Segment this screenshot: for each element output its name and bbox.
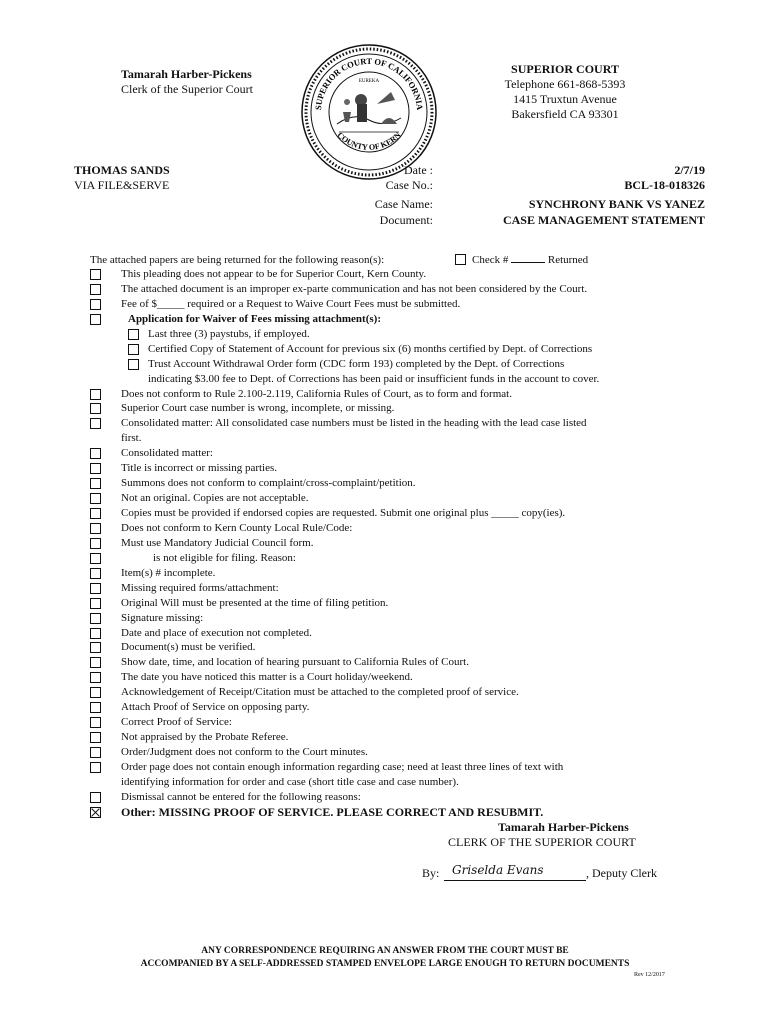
reason-checkbox[interactable] [90, 448, 101, 459]
reason-checkbox[interactable] [90, 792, 101, 803]
reason-checkbox[interactable] [90, 642, 101, 653]
reason-text: Document(s) must be verified. [121, 641, 256, 653]
court-address-line1: 1415 Truxtun Avenue [513, 92, 617, 106]
reason-text: is not eligible for filing. Reason: [153, 552, 296, 564]
sub-reason-text-cont: indicating $3.00 fee to Dept. of Corrections has been paid or insufficient funds in the account to cover. [148, 373, 600, 385]
seal-center-text: EUREKA [358, 79, 380, 84]
reason-checkbox[interactable] [90, 598, 101, 609]
reason-checkbox[interactable] [90, 284, 101, 295]
sub-reason-text: Last three (3) paystubs, if employed. [148, 328, 310, 340]
reason-checkbox[interactable] [90, 314, 101, 325]
reason-text: Missing required forms/attachment: [121, 582, 279, 594]
reason-text: Date and place of execution not completed. [121, 627, 312, 639]
recipient-delivery: VIA FILE&SERVE [74, 178, 170, 192]
reason-text: Original Will must be presented at the time of filing petition. [121, 597, 389, 609]
document-value: CASE MANAGEMENT STATEMENT [502, 213, 705, 227]
reason-checkbox[interactable] [90, 299, 101, 310]
reason-checkbox[interactable] [90, 389, 101, 400]
reason-checkbox[interactable] [90, 628, 101, 639]
reason-checkbox[interactable] [90, 747, 101, 758]
reason-checkbox[interactable] [90, 493, 101, 504]
reason-text: The date you have noticed this matter is a Court holiday/weekend. [121, 671, 413, 683]
sub-reason-checkbox[interactable] [128, 359, 139, 370]
reason-checkbox[interactable] [90, 687, 101, 698]
reason-checkbox[interactable] [90, 702, 101, 713]
reason-checkbox[interactable] [90, 568, 101, 579]
case-name-label: Case Name: [374, 197, 433, 211]
reason-checkbox[interactable] [90, 508, 101, 519]
clerk-name: Tamarah Harber-Pickens [121, 67, 252, 81]
footer-line1: ANY CORRESPONDENCE REQUIRING AN ANSWER FROM THE COURT MUST BE [201, 946, 569, 956]
court-address-line2: Bakersfield CA 93301 [511, 107, 619, 121]
reason-checkbox[interactable] [90, 613, 101, 624]
footer-line2: ACCOMPANIED BY A SELF-ADDRESSED STAMPED ENVELOPE LARGE ENOUGH TO RETURN DOCUMENTS [140, 959, 630, 969]
reason-text: Not appraised by the Probate Referee. [121, 731, 289, 743]
court-telephone: Telephone 661-868-5393 [504, 77, 626, 91]
other-reason-text: Other: MISSING PROOF OF SERVICE. PLEASE CORRECT AND RESUBMIT. [121, 805, 544, 819]
reason-text: Show date, time, and location of hearing pursuant to California Rules of Court. [121, 656, 469, 668]
svg-text:COUNTY OF KERN [335, 130, 402, 152]
reason-text: The attached document is an improper ex-parte communication and has not been considered by the Court. [121, 283, 588, 295]
reason-checkbox[interactable] [90, 583, 101, 594]
seal-bottom-text: COUNTY OF KERN [335, 130, 403, 152]
reason-text: Does not conform to Kern County Local Rule/Code: [121, 522, 353, 534]
reason-text: Superior Court case number is wrong, incomplete, or missing. [121, 402, 395, 414]
reason-text: Title is incorrect or missing parties. [121, 462, 278, 474]
reason-checkbox[interactable] [90, 538, 101, 549]
revision-date: Rev 12/2017 [634, 972, 665, 978]
document-label: Document: [379, 213, 433, 227]
court-name: SUPERIOR COURT [511, 62, 619, 76]
by-label: By: [422, 866, 440, 880]
deputy-signature: Griselda Evans [452, 863, 544, 877]
clerk-title: Clerk of the Superior Court [121, 82, 253, 96]
reason-text: Item(s) # incomplete. [121, 567, 216, 579]
seal-top-text: SUPERIOR COURT OF CALIFORNIA [313, 55, 426, 111]
check-label: Check # Returned [472, 254, 589, 266]
reason-checkbox[interactable] [90, 403, 101, 414]
other-checkbox-checked[interactable] [90, 807, 101, 818]
deputy-clerk-label: , Deputy Clerk [586, 866, 657, 880]
case-name-value: SYNCHRONY BANK VS YANEZ [528, 197, 705, 211]
reason-text: Must use Mandatory Judicial Council form. [121, 537, 314, 549]
case-no-label: Case No.: [385, 178, 433, 192]
reason-checkbox[interactable] [90, 657, 101, 668]
reason-text: Correct Proof of Service: [121, 716, 232, 728]
sub-reason-checkbox[interactable] [128, 344, 139, 355]
sub-reason-text: Trust Account Withdrawal Order form (CDC form 193) completed by the Dept. of Corrections [148, 358, 565, 370]
reason-text: Acknowledgement of Receipt/Citation must be attached to the completed proof of service. [121, 686, 519, 698]
signer-name: Tamarah Harber-Pickens [498, 820, 629, 834]
court-seal [299, 42, 439, 182]
reason-text: Dismissal cannot be entered for the following reasons: [121, 791, 361, 803]
reason-checkbox[interactable] [90, 523, 101, 534]
reason-text: Consolidated matter: All consolidated case numbers must be listed in the heading with the lead case listed [121, 417, 587, 429]
date-label: Date : [404, 163, 433, 177]
recipient-name: THOMAS SANDS [74, 163, 170, 177]
case-no-value: BCL-18-018326 [624, 178, 705, 192]
returned-intro: The attached papers are being returned for the following reason(s): [90, 254, 385, 266]
reason-checkbox[interactable] [90, 732, 101, 743]
reason-text: Copies must be provided if endorsed copies are requested. Submit one original plus _____ copy(ies). [121, 507, 566, 519]
reason-text-cont: first. [121, 432, 142, 444]
signature-line [444, 862, 586, 881]
reason-checkbox[interactable] [90, 418, 101, 429]
reason-text: Application for Waiver of Fees missing attachment(s): [128, 313, 381, 325]
reason-checkbox[interactable] [90, 553, 101, 564]
reason-checkbox[interactable] [90, 717, 101, 728]
reason-text: Order/Judgment does not conform to the Court minutes. [121, 746, 368, 758]
reason-text: Fee of $_____ required or a Request to Waive Court Fees must be submitted. [121, 298, 461, 310]
sub-reason-text: Certified Copy of Statement of Account for previous six (6) months certified by Dept. of Corrections [148, 343, 593, 355]
reason-text: Consolidated matter: [121, 447, 213, 459]
reason-text: This pleading does not appear to be for Superior Court, Kern County. [121, 268, 427, 280]
reason-text: Attach Proof of Service on opposing party. [121, 701, 310, 713]
reason-checkbox[interactable] [90, 762, 101, 773]
reason-text: Order page does not contain enough information regarding case; need at least three lines of text with [121, 761, 564, 773]
signer-title: CLERK OF THE SUPERIOR COURT [448, 835, 636, 849]
reason-checkbox[interactable] [90, 478, 101, 489]
reason-text: Does not conform to Rule 2.100-2.119, California Rules of Court, as to form and format. [121, 388, 512, 400]
reason-checkbox[interactable] [90, 463, 101, 474]
reason-checkbox[interactable] [90, 672, 101, 683]
reason-text-cont: identifying information for order and case (short title case and case number). [121, 776, 459, 788]
reason-text: Not an original. Copies are not acceptable. [121, 492, 309, 504]
sub-reason-checkbox[interactable] [128, 329, 139, 340]
reason-checkbox[interactable] [90, 269, 101, 280]
reason-text: Signature missing: [121, 612, 204, 624]
date-value: 2/7/19 [674, 163, 705, 177]
check-checkbox[interactable] [455, 254, 466, 265]
reason-text: Summons does not conform to complaint/cross-complaint/petition. [121, 477, 416, 489]
